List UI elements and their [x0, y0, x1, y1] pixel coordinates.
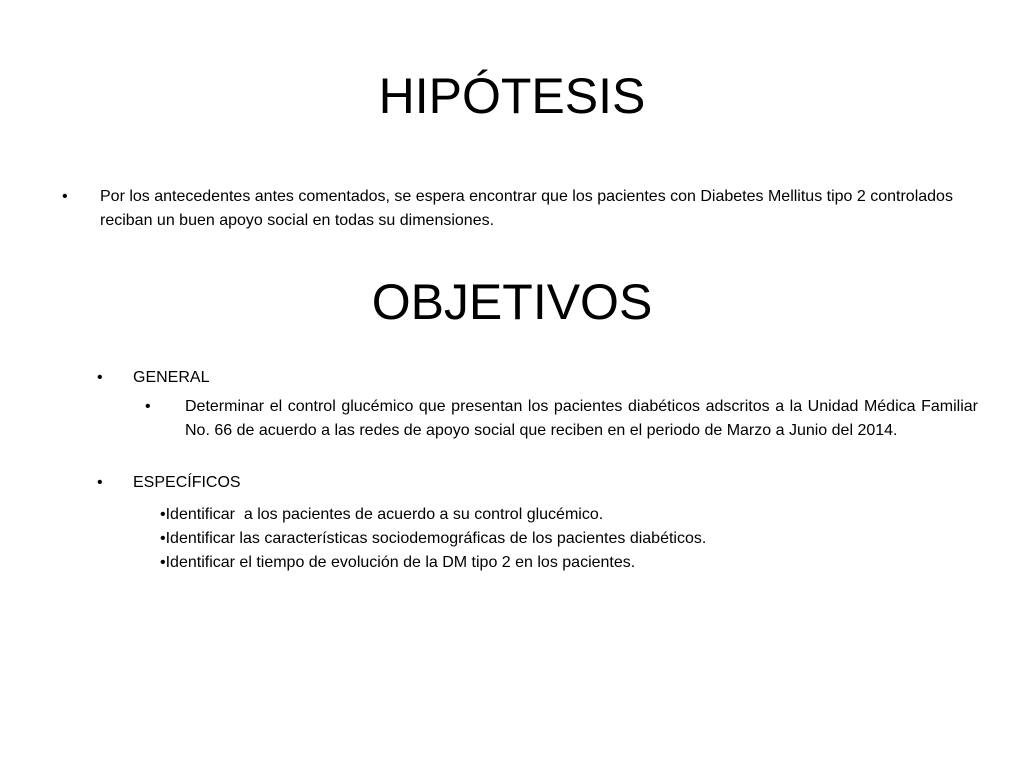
- specific-label: ESPECÍFICOS: [133, 474, 241, 491]
- general-label: GENERAL: [133, 369, 210, 386]
- specific-bullet-item: [97, 471, 497, 495]
- list-item: •Identificar a los pacientes de acuerdo a su control glucémico.: [160, 506, 604, 523]
- specific-objectives-list: [160, 503, 980, 575]
- hypothesis-text: Por los antecedentes antes comentados, se espera encontrar que los pacientes con Diabetes Mellitus tipo 2 controlados reciban un buen apoyo social en todas su dimensiones.: [100, 188, 953, 229]
- bullet-icon: •: [145, 398, 151, 415]
- general-objective-item: [145, 395, 978, 443]
- bullet-icon: •: [97, 369, 103, 386]
- objectives-title: OBJETIVOS: [371, 274, 653, 330]
- hypothesis-title: HIPÓTESIS: [378, 68, 646, 124]
- bullet-icon: •: [62, 188, 68, 205]
- bullet-icon: •: [97, 474, 103, 491]
- general-bullet-item: [97, 366, 497, 390]
- list-item: •Identificar el tiempo de evolución de la DM tipo 2 en los pacientes.: [160, 554, 636, 571]
- list-item: •Identificar las características sociodemográficas de los pacientes diabéticos.: [160, 530, 707, 547]
- general-objective-text: Determinar el control glucémico que presentan los pacientes diabéticos adscritos a la Unidad Médica Familiar No. 66 de acuerdo a las redes de apoyo social que reciben en el periodo de Marzo a Junio del 2014.: [185, 398, 978, 439]
- hypothesis-bullet-item: [62, 185, 967, 233]
